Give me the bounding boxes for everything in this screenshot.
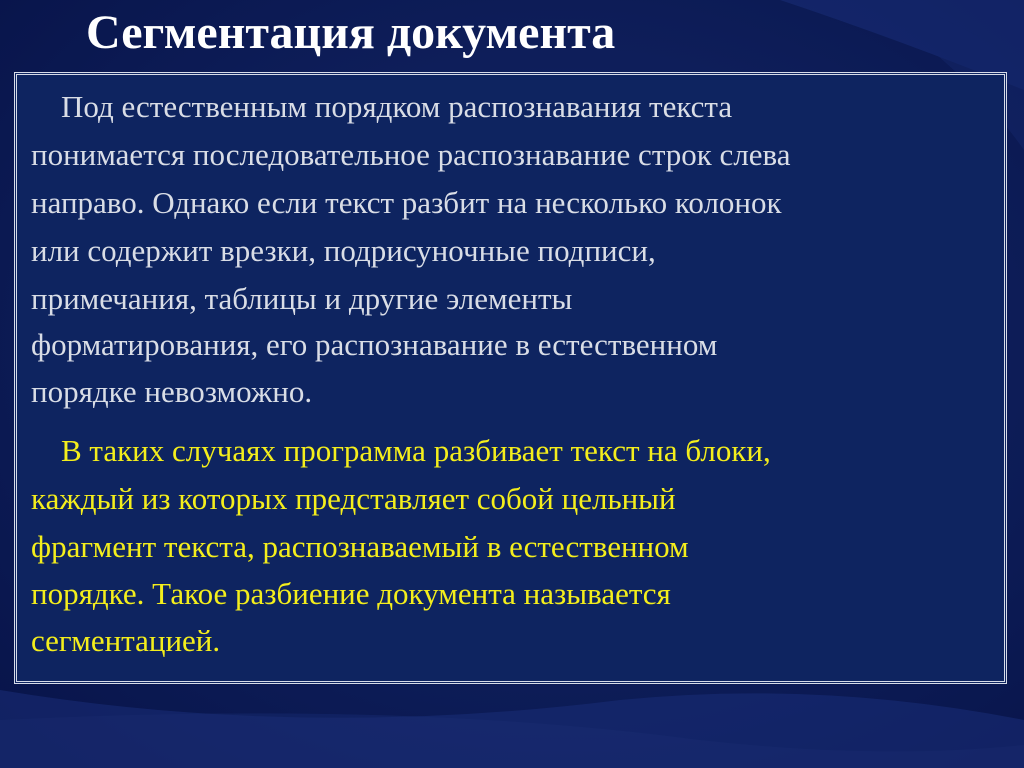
paragraph-1-line-3: направо. Однако если текст разбит на несколько колонок — [31, 185, 782, 220]
paragraph-2-line-4: порядке. Такое разбиение документа называется — [31, 576, 671, 611]
paragraph-1-line-5: примечания, таблицы и другие элементы — [31, 281, 573, 316]
paragraph-2-line-2: каждый из которых представляет собой цельный — [31, 481, 676, 516]
slide-title: Сегментация документа — [86, 6, 616, 59]
paragraph-2-line-1: В таких случаях программа разбивает текст на блоки, — [61, 433, 771, 468]
content-box — [14, 72, 1007, 684]
paragraph-1-line-7: порядке невозможно. — [31, 374, 313, 409]
paragraph-2-line-5: сегментацией. — [31, 623, 221, 658]
paragraph-2-line-3: фрагмент текста, распознаваемый в естественном — [31, 529, 689, 564]
paragraph-1-line-2: понимается последовательное распознавание строк слева — [31, 137, 791, 172]
paragraph-1-line-4: или содержит врезки, подрисуночные подписи, — [31, 233, 656, 268]
paragraph-1-line-6: форматирования, его распознавание в естественном — [31, 327, 718, 362]
paragraph-1-line-1: Под естественным порядком распознавания текста — [61, 89, 733, 124]
